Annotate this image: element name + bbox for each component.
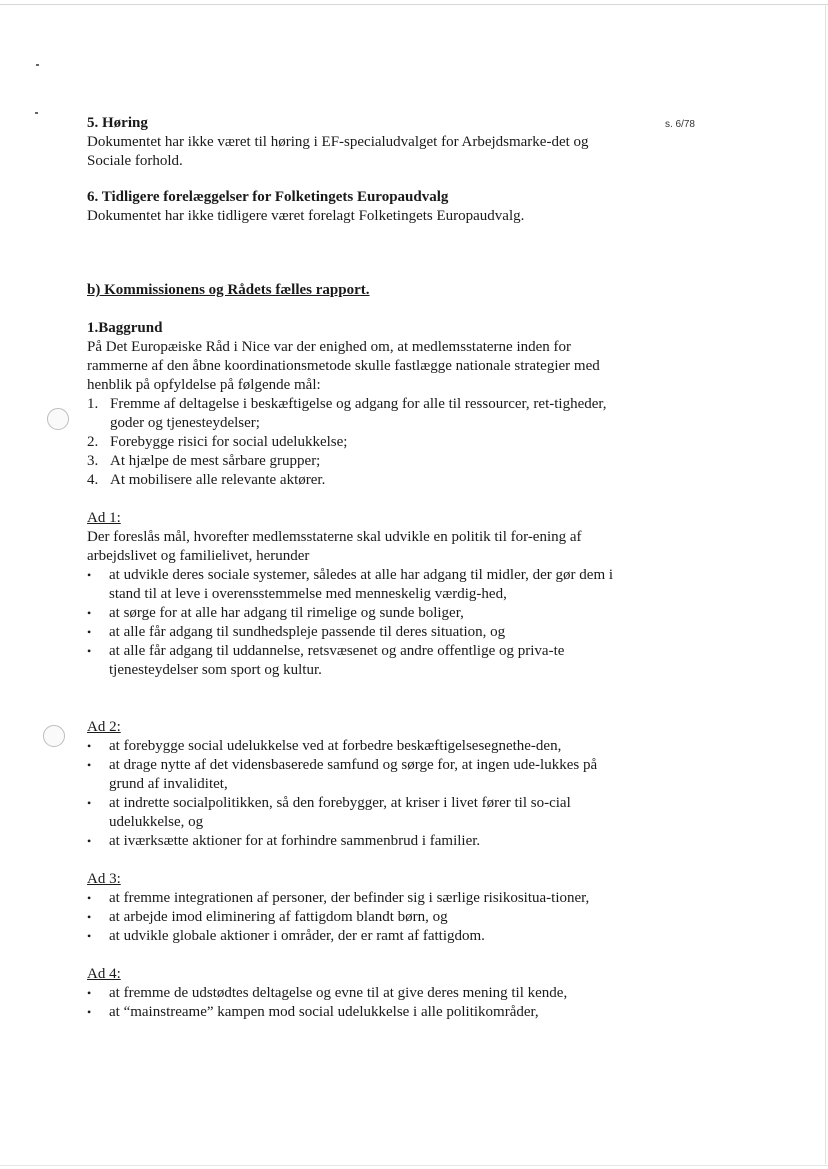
list-item-text: Forebygge risici for social udelukkelse; [110, 434, 348, 450]
document-body [87, 114, 617, 1022]
list-number: 4. [87, 472, 99, 488]
list-item: • at indrette socialpolitikken, så den forebygger, at kriser i livet fører til so-cial udelukkelse, og [87, 794, 617, 832]
section-text-hoering: Dokumentet har ikke været til høring i EF-specialudvalget for Arbejdsmarke-det og Sociale forhold. [87, 134, 589, 169]
ad3-list [87, 889, 617, 946]
page-top-edge [0, 4, 828, 5]
section-heading-ad3: Ad 3: [87, 871, 121, 887]
section-heading-tidligere: 6. Tidligere forelæggelser for Folketingets Europaudvalg [87, 189, 449, 205]
list-item-text: At mobilisere alle relevante aktører. [110, 472, 326, 488]
list-item: • at iværksætte aktioner for at forhindre sammenbrud i familier. [87, 832, 617, 851]
ad4-list [87, 984, 617, 1022]
scan-mark [36, 64, 39, 66]
punch-hole-icon [47, 408, 69, 430]
list-item: • at arbejde imod eliminering af fattigdom blandt børn, og [87, 908, 617, 927]
list-item: • at fremme integrationen af personer, der befinder sig i særlige risikositua-tioner, [87, 889, 617, 908]
list-item: • at fremme de udstødtes deltagelse og evne til at give deres mening til kende, [87, 984, 617, 1003]
list-item: • at alle får adgang til sundhedspleje passende til deres situation, og [87, 623, 617, 642]
ad1-list [87, 566, 617, 680]
list-item [87, 471, 617, 490]
scan-mark [35, 112, 38, 114]
list-item [87, 395, 617, 433]
list-item: • at udvikle globale aktioner i områder, der er ramt af fattigdom. [87, 927, 617, 946]
list-item-text: Fremme af deltagelse i beskæftigelse og adgang for alle til ressourcer, ret-tigheder, goder og tjenesteydelser; [110, 396, 607, 431]
page-right-edge [825, 4, 826, 1164]
section-intro-baggrund: På Det Europæiske Råd i Nice var der enighed om, at medlemsstaterne inden for rammerne af den åbne koordinationsmetode skulle fastlægge nationale strategier med henblik på opfyldelse på følgende mål: [87, 339, 600, 393]
list-item [87, 433, 617, 452]
list-item: • at forebygge social udelukkelse ved at forbedre beskæftigelsesegnethe-den, [87, 737, 617, 756]
report-title: b) Kommissionens og Rådets fælles rapport. [87, 282, 370, 298]
page-bottom-edge [0, 1165, 828, 1166]
section-intro-ad1: Der foreslås mål, hvorefter medlemsstaterne skal udvikle en politik til for-ening af arbejdslivet og familielivet, herunder [87, 529, 582, 564]
list-item: • at udvikle deres sociale systemer, således at alle har adgang til midler, der gør dem i stand til at leve i overensstemmelse med menneskelig værdig-hed, [87, 566, 617, 604]
section-heading-hoering: 5. Høring [87, 115, 148, 131]
section-heading-ad2: Ad 2: [87, 719, 121, 735]
list-number: 3. [87, 453, 99, 469]
list-item: • at “mainstreame” kampen mod social udelukkelse i alle politikområder, [87, 1003, 617, 1022]
goals-list [87, 395, 617, 490]
page-number: s. 6/78 [664, 119, 695, 130]
list-item: • at drage nytte af det vidensbaserede samfund og sørge for, at ingen ude-lukkes på grund af invaliditet, [87, 756, 617, 794]
list-number: 2. [87, 434, 99, 450]
list-item [87, 452, 617, 471]
punch-hole-icon [43, 725, 65, 747]
list-item: • at alle får adgang til uddannelse, retsvæsenet og andre offentlige og priva-te tjenesteydelser som sport og kultur. [87, 642, 617, 680]
ad2-list [87, 737, 617, 851]
section-heading-ad4: Ad 4: [87, 966, 121, 982]
section-text-tidligere: Dokumentet har ikke tidligere været forelagt Folketingets Europaudvalg. [87, 208, 525, 224]
list-item-text: At hjælpe de mest sårbare grupper; [110, 453, 321, 469]
list-item: • at sørge for at alle har adgang til rimelige og sunde boliger, [87, 604, 617, 623]
list-number: 1. [87, 396, 99, 412]
section-heading-ad1: Ad 1: [87, 510, 121, 526]
section-heading-baggrund: 1.Baggrund [87, 320, 163, 336]
